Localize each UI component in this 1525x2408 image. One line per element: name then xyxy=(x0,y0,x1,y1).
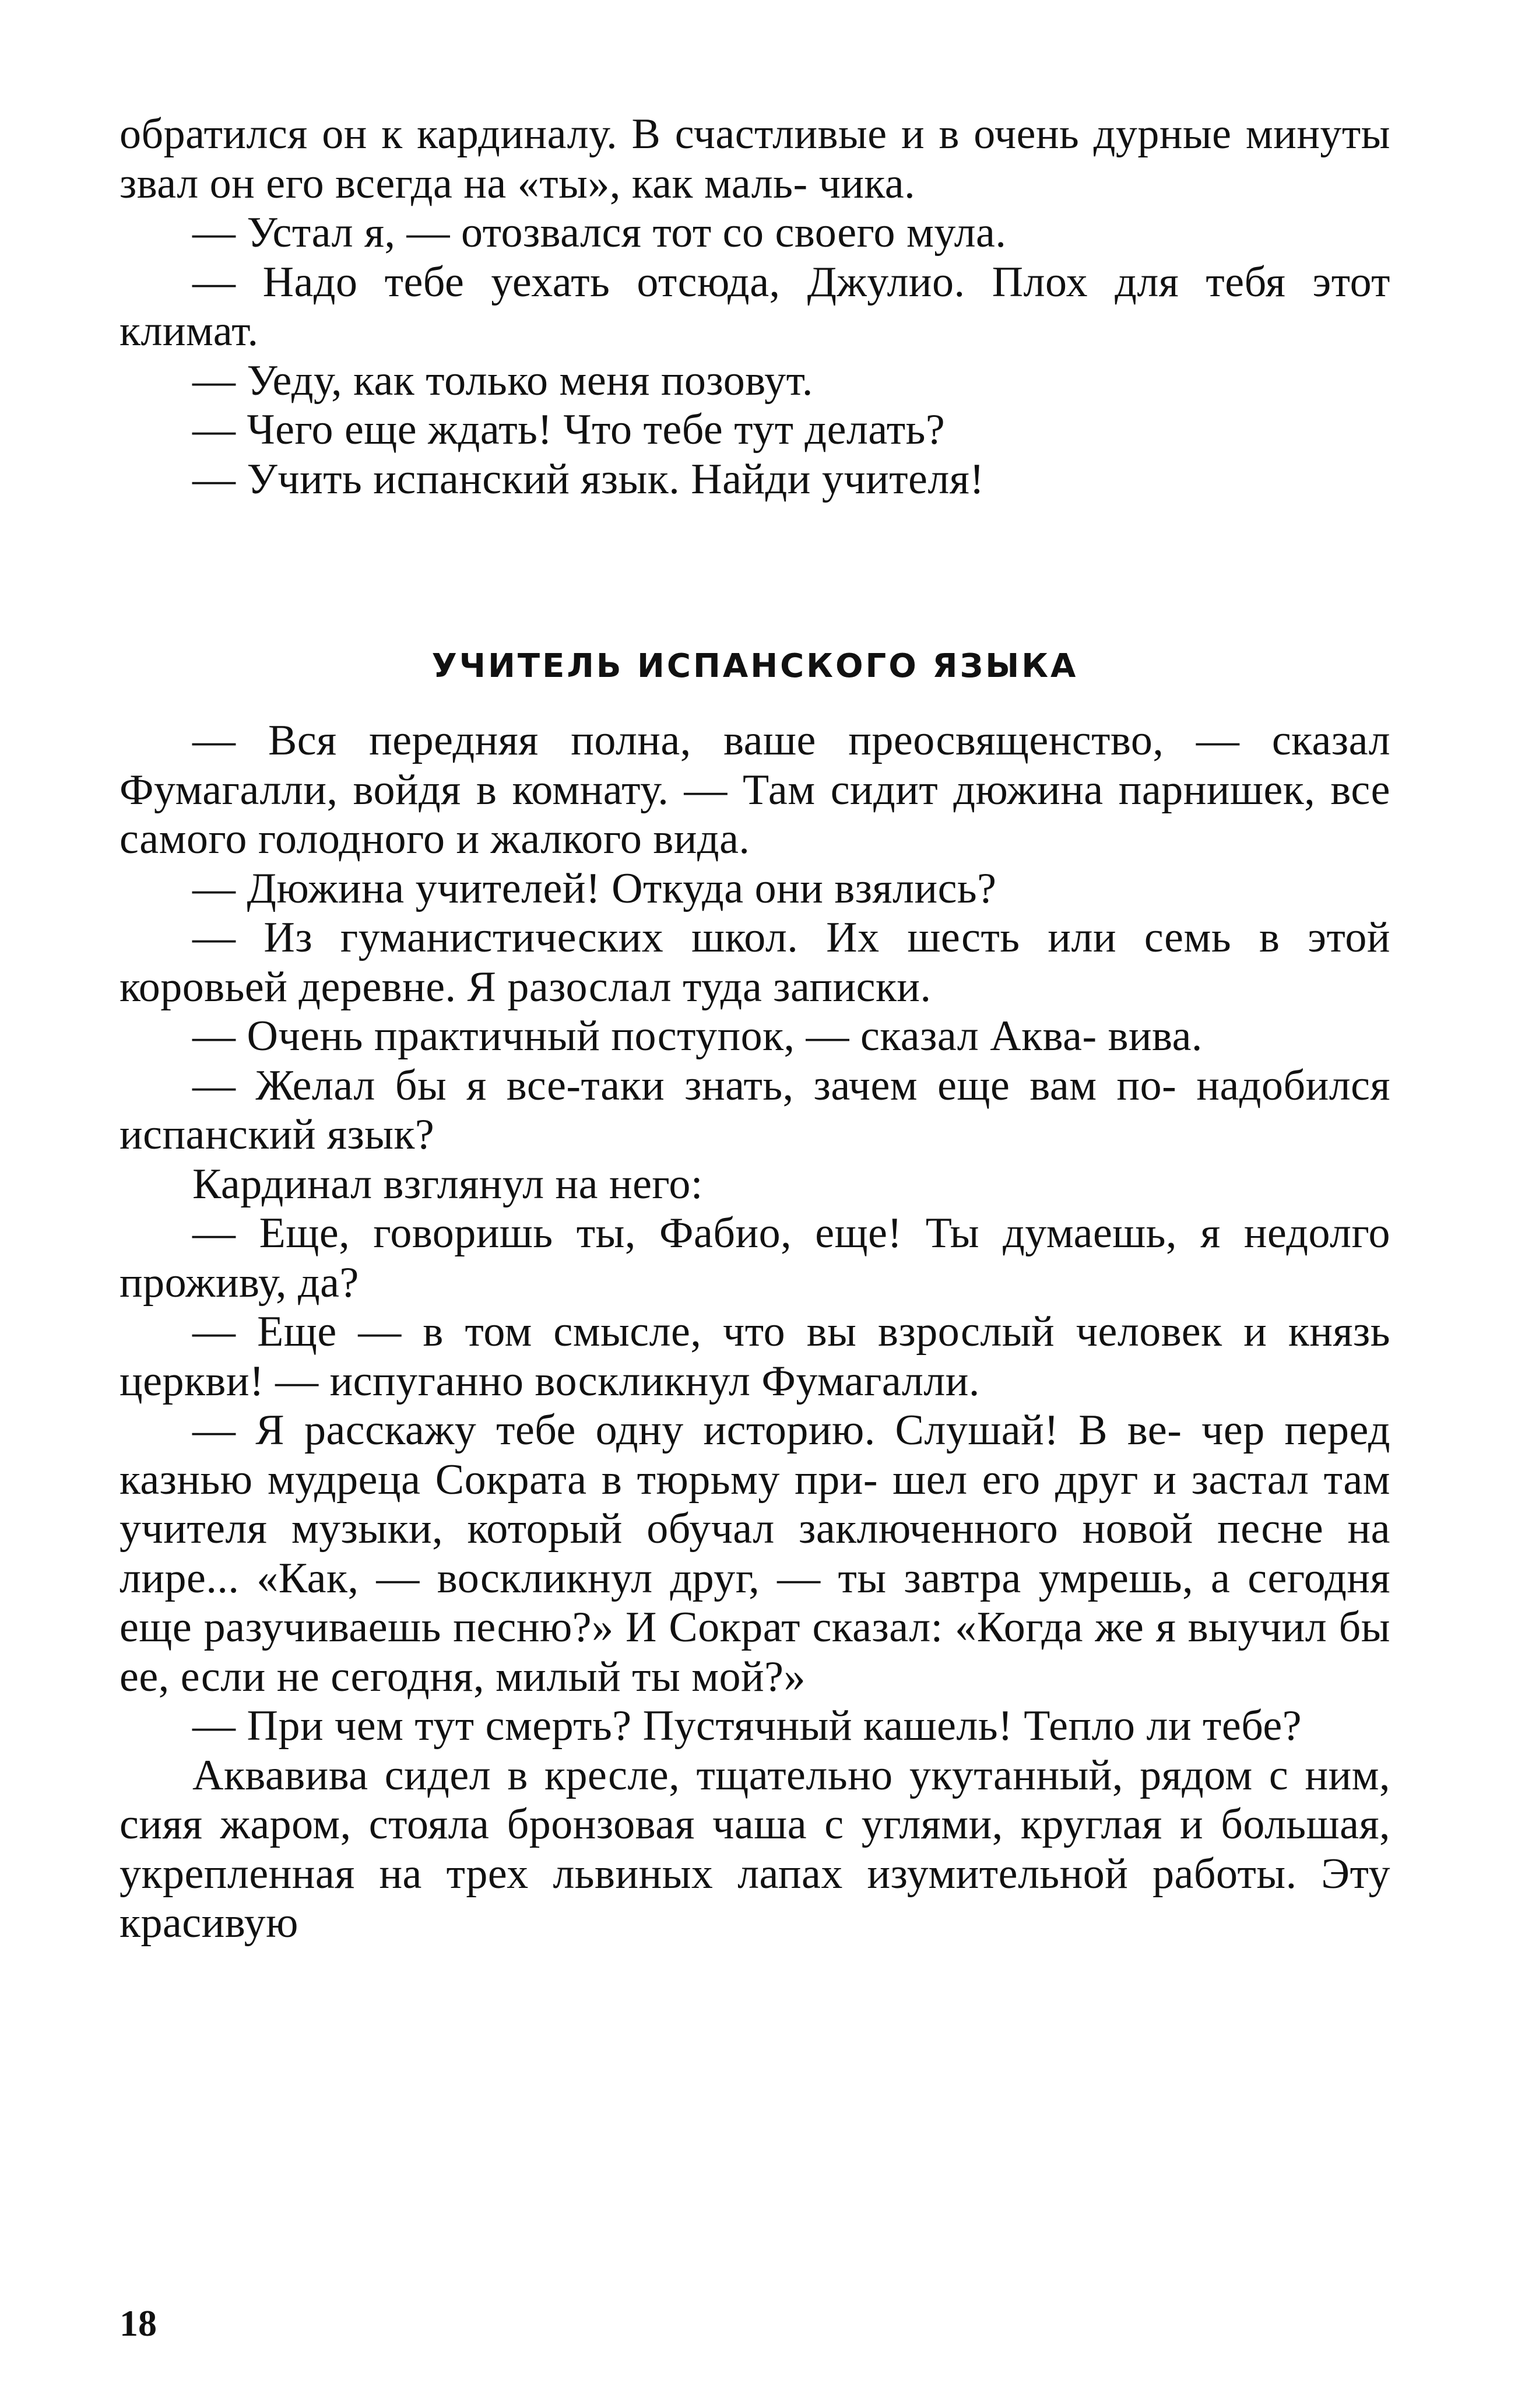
paragraph: — Уеду, как только меня позовут. xyxy=(192,356,813,405)
chapter-heading: УЧИТЕЛЬ ИСПАНСКОГО ЯЗЫКА xyxy=(431,647,1078,685)
paragraph: — Еще, говоришь ты, Фабио, еще! Ты думаешь, я недолго проживу, да? xyxy=(120,1209,1390,1307)
paragraph: — При чем тут смерть? Пустячный кашель! Тепло ли тебе? xyxy=(192,1702,1302,1750)
paragraph: — Надо тебе уехать отсюда, Джулио. Плох для тебя этот климат. xyxy=(120,258,1390,355)
paragraph: — Учить испанский язык. Найди учителя! xyxy=(192,455,985,503)
paragraph: — Очень практичный поступок, — сказал Аква- вива. xyxy=(192,1012,1203,1060)
page-number: 18 xyxy=(120,2302,157,2344)
paragraph: — Дюжина учителей! Откуда они взялись? xyxy=(192,864,997,912)
paragraph: — Еще — в том смысле, что вы взрослый человек и князь церкви! — испуганно воскликнул Фумагалли. xyxy=(120,1308,1390,1405)
paragraph: — Чего еще ждать! Что тебе тут делать? xyxy=(192,406,946,454)
paragraph: — Устал я, — отозвался тот со своего мула. xyxy=(192,209,1007,257)
paragraph: Аквавива сидел в кресле, тщательно укутанный, рядом с ним, сияя жаром, стояла бронзовая чаша с углями, круглая и большая, укрепленная на трех львиных лапах изумительной работы. Эту красивую xyxy=(120,1751,1390,1947)
paragraph: — Из гуманистических школ. Их шесть или семь в этой коровьей деревне. Я разослал туда записки. xyxy=(120,914,1390,1011)
text-block-top xyxy=(120,110,1390,504)
paragraph: — Вся передняя полна, ваше преосвященство, — сказал Фумагалли, войдя в комнату. — Там сидит дюжина парнишек, все самого голодного и жалкого вида. xyxy=(120,717,1390,863)
paragraph: Кардинал взглянул на него: xyxy=(192,1160,703,1208)
paragraph: — Я расскажу тебе одну историю. Слушай! В ве- чер перед казнью мудреца Сократа в тюрьму при- шел его друг и застал там учителя музыки, который обучал заключенного новой песне на лире... «Как, — воскликнул друг, — ты завтра умрешь, а сегодня еще разучиваешь песню?» И Сократ сказал: «Когда же я выучил бы ее, если не сегодня, милый ты мой?» xyxy=(120,1406,1390,1701)
paragraph: — Желал бы я все-таки знать, зачем еще вам по- надобился испанский язык? xyxy=(120,1061,1390,1159)
paragraph: обратился он к кардиналу. В счастливые и в очень дурные минуты звал он его всегда на «ты», как маль- чика. xyxy=(120,110,1390,208)
text-block-main xyxy=(120,716,1390,1948)
